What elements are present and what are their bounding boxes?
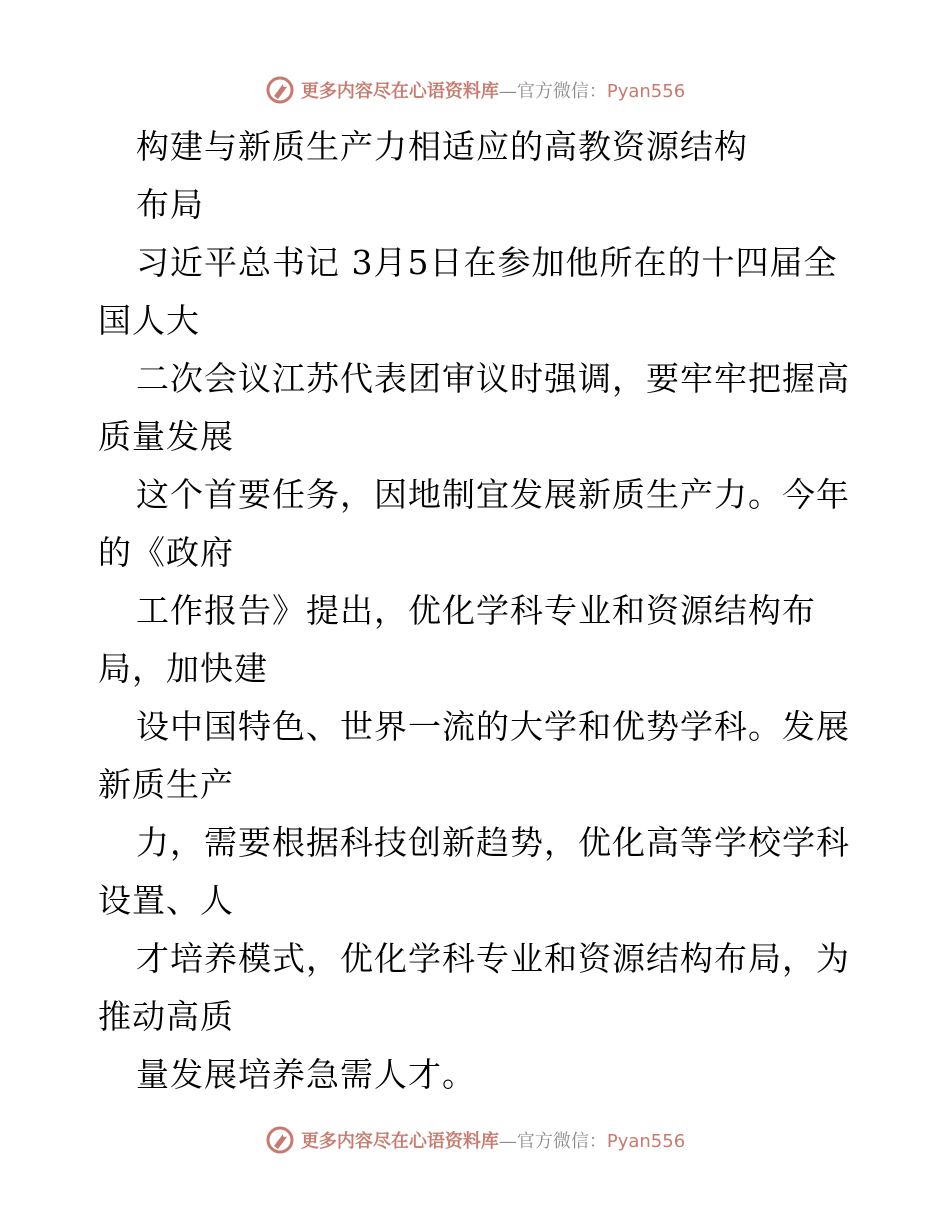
document-body <box>98 118 858 1104</box>
footer-watermark <box>0 1122 950 1158</box>
watermark-main-text: 更多内容尽在心语资料库 <box>300 1131 499 1152</box>
watermark-wechat-label: 官方微信： <box>516 1131 607 1152</box>
doc-line: 局，加快建 <box>98 649 268 688</box>
header-watermark <box>0 72 950 108</box>
doc-line: 推动高质 <box>98 997 234 1036</box>
doc-line: 力，需要根据科技创新趋势，优化高等学校学科 <box>136 823 850 862</box>
doc-line: 质量发展 <box>98 417 234 456</box>
doc-line: 才培养模式，优化学科专业和资源结构布局，为 <box>136 939 850 978</box>
doc-line: 的《政府 <box>98 533 234 572</box>
doc-line: 工作报告》提出，优化学科专业和资源结构布 <box>136 591 816 630</box>
doc-line: 新质生产 <box>98 765 234 804</box>
watermark-dash: — <box>498 81 517 102</box>
watermark-wechat-id: Pyan556 <box>606 1131 686 1152</box>
watermark-wechat-id: Pyan556 <box>606 81 686 102</box>
pen-nib-logo-icon <box>265 75 295 105</box>
doc-line: 设中国特色、世界一流的大学和优势学科。发展 <box>136 707 850 746</box>
doc-line: 习近平总书记 3月5日在参加他所在的十四届全 <box>136 243 838 282</box>
doc-line: 这个首要任务，因地制宜发展新质生产力。今年 <box>136 475 850 514</box>
pen-nib-logo-icon <box>265 1125 295 1155</box>
doc-line: 设置、人 <box>98 881 234 920</box>
doc-title-line-1: 构建与新质生产力相适应的高教资源结构 <box>136 127 748 166</box>
doc-line: 国人大 <box>98 301 200 340</box>
doc-line: 量发展培养急需人才。 <box>136 1055 476 1094</box>
watermark-main-text: 更多内容尽在心语资料库 <box>300 81 499 102</box>
watermark-dash: — <box>498 1131 517 1152</box>
doc-line: 二次会议江苏代表团审议时强调，要牢牢把握高 <box>136 359 850 398</box>
watermark-wechat-label: 官方微信： <box>516 81 607 102</box>
doc-title-line-2: 布局 <box>136 185 204 224</box>
